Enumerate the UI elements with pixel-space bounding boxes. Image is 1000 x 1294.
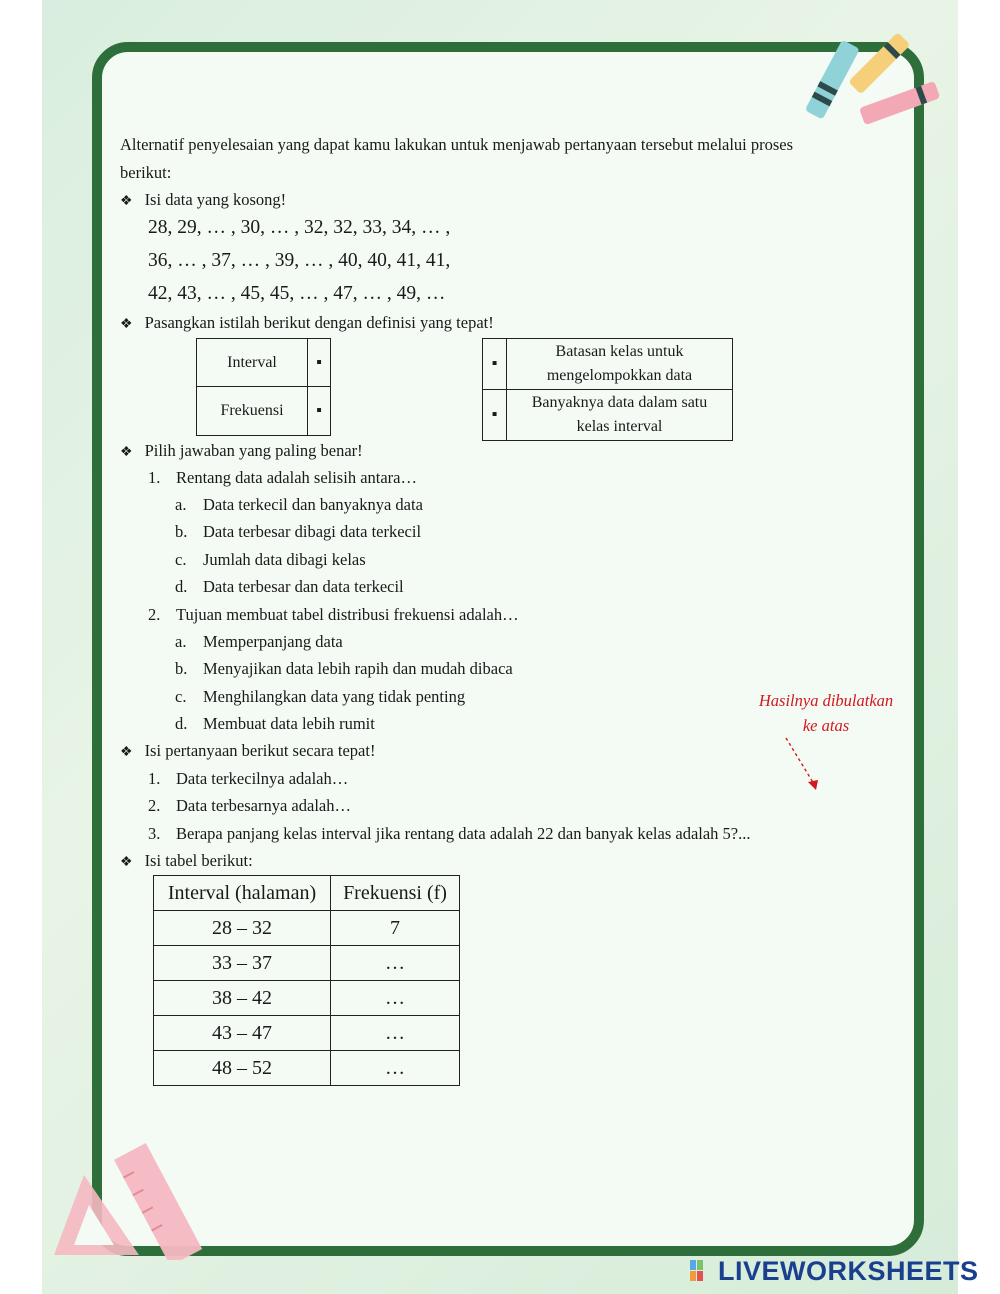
crayons-icon bbox=[800, 24, 950, 136]
frequency-cell[interactable]: … bbox=[331, 946, 460, 981]
header-interval: Interval (halaman) bbox=[154, 876, 331, 911]
liveworksheets-logo-icon bbox=[690, 1260, 716, 1282]
terms-table bbox=[196, 338, 331, 436]
sequence-line-2[interactable]: 36, … , 37, … , 39, … , 40, 40, 41, 41, bbox=[148, 250, 451, 271]
q1-option-a[interactable]: a. Data terkecil dan banyaknya data bbox=[175, 495, 423, 514]
question-2: 2. Tujuan membuat tabel distribusi frekuensi adalah… bbox=[148, 605, 519, 624]
q1-option-d[interactable]: d. Data terbesar dan data terkecil bbox=[175, 577, 404, 596]
frequency-cell[interactable]: … bbox=[331, 1016, 460, 1051]
frequency-table bbox=[153, 875, 460, 1086]
fill-question-2[interactable]: 2. Data terbesarnya adalah… bbox=[148, 796, 351, 815]
fill-question-3[interactable]: 3. Berapa panjang kelas interval jika rentang data adalah 22 dan banyak kelas adalah 5?... bbox=[148, 824, 751, 843]
interval-cell: 38 – 42 bbox=[154, 981, 331, 1016]
term-interval: Interval bbox=[197, 339, 308, 387]
match-dot-left-2[interactable]: ▪ bbox=[308, 387, 331, 436]
match-dot-right-1[interactable]: ▪ bbox=[483, 339, 507, 390]
fill-question-1[interactable]: 1. Data terkecilnya adalah… bbox=[148, 769, 349, 788]
table-row bbox=[154, 911, 460, 946]
table-row bbox=[154, 1051, 460, 1086]
table-row bbox=[154, 981, 460, 1016]
sequence-line-3[interactable]: 42, 43, … , 45, 45, … , 47, … , 49, … bbox=[148, 283, 446, 304]
arrow-down-icon bbox=[780, 734, 830, 794]
sequence-line-1[interactable]: 28, 29, … , 30, … , 32, 32, 33, 34, … , bbox=[148, 217, 451, 238]
q1-option-b[interactable]: b. Data terbesar dibagi data terkecil bbox=[175, 522, 422, 541]
bullet-icon: ❖ bbox=[120, 194, 133, 209]
section4-heading: ❖ Isi pertanyaan berikut secara tepat! bbox=[120, 741, 376, 760]
rounding-note: Hasilnya dibulatkan ke atas bbox=[758, 691, 894, 735]
match-dot-left-1[interactable]: ▪ bbox=[308, 339, 331, 387]
frequency-cell[interactable]: 7 bbox=[331, 911, 460, 946]
term-frekuensi: Frekuensi bbox=[197, 387, 308, 436]
table-row bbox=[154, 946, 460, 981]
frequency-cell[interactable]: … bbox=[331, 1051, 460, 1086]
liveworksheets-logo: LIVEWORKSHEETS bbox=[690, 1256, 979, 1287]
bullet-icon: ❖ bbox=[120, 317, 133, 332]
header-frekuensi: Frekuensi (f) bbox=[331, 876, 460, 911]
match-dot-right-2[interactable]: ▪ bbox=[483, 390, 507, 441]
interval-cell: 48 – 52 bbox=[154, 1051, 331, 1086]
interval-cell: 43 – 47 bbox=[154, 1016, 331, 1051]
intro-line-1: Alternatif penyelesaian yang dapat kamu lakukan untuk menjawab pertanyaan tersebut melalui proses bbox=[120, 135, 794, 154]
table-row bbox=[154, 1016, 460, 1051]
q1-option-c[interactable]: c. Jumlah data dibagi kelas bbox=[175, 550, 366, 569]
interval-cell: 33 – 37 bbox=[154, 946, 331, 981]
frequency-cell[interactable]: … bbox=[331, 981, 460, 1016]
bullet-icon: ❖ bbox=[120, 745, 133, 760]
definition-2: Banyaknya data dalam satu kelas interval bbox=[507, 390, 733, 441]
ruler-icon bbox=[44, 1130, 224, 1260]
q2-option-d[interactable]: d. Membuat data lebih rumit bbox=[175, 714, 375, 733]
table-header-row bbox=[154, 876, 460, 911]
intro-line-2: berikut: bbox=[120, 163, 172, 182]
section5-heading: ❖ Isi tabel berikut: bbox=[120, 851, 253, 870]
section2-heading: ❖ Pasangkan istilah berikut dengan definisi yang tepat! bbox=[120, 313, 494, 332]
definitions-table bbox=[482, 338, 733, 441]
question-1: 1. Rentang data adalah selisih antara… bbox=[148, 468, 417, 487]
definition-1: Batasan kelas untuk mengelompokkan data bbox=[507, 339, 733, 390]
interval-cell: 28 – 32 bbox=[154, 911, 331, 946]
section3-heading: ❖ Pilih jawaban yang paling benar! bbox=[120, 441, 363, 460]
q2-option-a[interactable]: a. Memperpanjang data bbox=[175, 632, 343, 651]
q2-option-b[interactable]: b. Menyajikan data lebih rapih dan mudah dibaca bbox=[175, 659, 513, 678]
section1-heading: ❖ Isi data yang kosong! bbox=[120, 190, 287, 209]
bullet-icon: ❖ bbox=[120, 445, 133, 460]
bullet-icon: ❖ bbox=[120, 855, 133, 870]
q2-option-c[interactable]: c. Menghilangkan data yang tidak penting bbox=[175, 687, 466, 706]
